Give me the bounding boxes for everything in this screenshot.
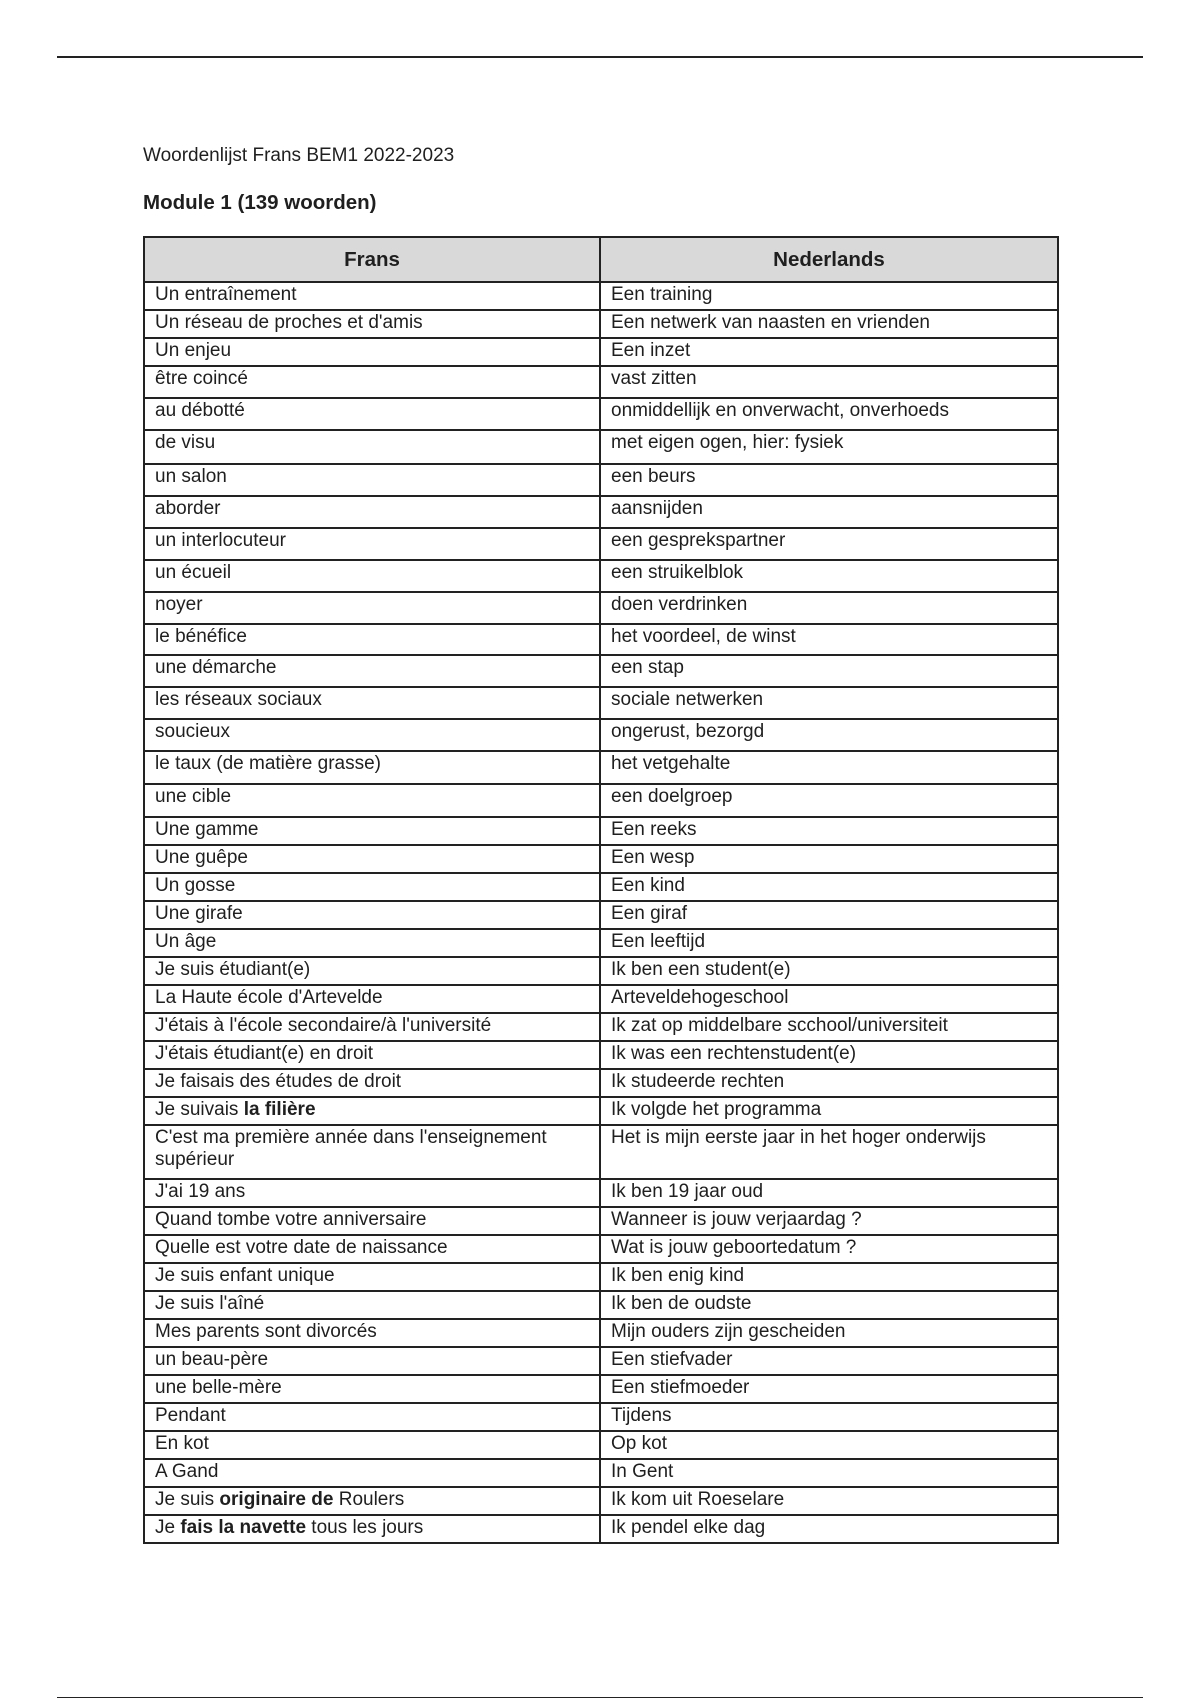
table-row — [144, 1459, 1058, 1487]
french-term — [144, 719, 600, 751]
table-row — [144, 1487, 1058, 1515]
table-row — [144, 1097, 1058, 1125]
french-term — [144, 1515, 600, 1543]
french-term — [144, 655, 600, 687]
table-row — [144, 901, 1058, 929]
french-term — [144, 1291, 600, 1319]
french-term-part: tous les jours — [306, 1517, 424, 1538]
table-row — [144, 1263, 1058, 1291]
french-term-part: Mes parents sont divorcés — [155, 1321, 377, 1342]
dutch-translation: onmiddellijk en onverwacht, onverhoeds — [600, 398, 1058, 430]
dutch-translation: Een netwerk van naasten en vrienden — [600, 310, 1058, 338]
french-term — [144, 310, 600, 338]
dutch-translation: In Gent — [600, 1459, 1058, 1487]
dutch-translation: Een training — [600, 282, 1058, 310]
french-term-part: être coincé — [155, 368, 248, 389]
dutch-translation: Op kot — [600, 1431, 1058, 1459]
dutch-translation: een beurs — [600, 464, 1058, 496]
french-term — [144, 338, 600, 366]
french-term — [144, 1263, 600, 1291]
table-row — [144, 560, 1058, 592]
french-term-part: Un entraînement — [155, 284, 297, 305]
french-term — [144, 1069, 600, 1097]
dutch-translation: Ik ben enig kind — [600, 1263, 1058, 1291]
table-row — [144, 528, 1058, 560]
french-term — [144, 366, 600, 398]
french-term-part: Je suis l'aîné — [155, 1293, 265, 1314]
dutch-translation: met eigen ogen, hier: fysiek — [600, 430, 1058, 464]
table-row — [144, 655, 1058, 687]
french-term-part: Je suis enfant unique — [155, 1265, 335, 1286]
french-term — [144, 592, 600, 624]
french-term — [144, 751, 600, 784]
french-term — [144, 1097, 600, 1125]
table-row — [144, 1291, 1058, 1319]
french-term-part: Un gosse — [155, 875, 236, 896]
french-term-part: Quelle est votre date de naissance — [155, 1237, 448, 1258]
table-row — [144, 1515, 1058, 1543]
french-term-part: La Haute école d'Artevelde — [155, 987, 383, 1008]
dutch-translation: een stap — [600, 655, 1058, 687]
table-row — [144, 1013, 1058, 1041]
french-term-part: un interlocuteur — [155, 530, 286, 551]
french-term-part: un salon — [155, 466, 227, 487]
dutch-translation: Een wesp — [600, 845, 1058, 873]
table-row — [144, 929, 1058, 957]
french-term-part: Je suivais — [155, 1099, 244, 1120]
dutch-translation: Ik pendel elke dag — [600, 1515, 1058, 1543]
french-term — [144, 560, 600, 592]
table-row — [144, 985, 1058, 1013]
table-row — [144, 687, 1058, 719]
french-term-part: Une gamme — [155, 819, 259, 840]
dutch-translation: Ik volgde het programma — [600, 1097, 1058, 1125]
table-header-row — [144, 237, 1058, 282]
french-term-part: Un réseau de proches et d'amis — [155, 312, 423, 333]
table-row — [144, 957, 1058, 985]
dutch-translation: het vetgehalte — [600, 751, 1058, 784]
dutch-translation: Wanneer is jouw verjaardag ? — [600, 1207, 1058, 1235]
french-term-part: un beau-père — [155, 1349, 269, 1370]
french-term — [144, 1319, 600, 1347]
french-term-part: aborder — [155, 498, 221, 519]
french-term-part: Je suis étudiant(e) — [155, 959, 311, 980]
dutch-translation: een gesprekspartner — [600, 528, 1058, 560]
french-term — [144, 282, 600, 310]
dutch-translation: een struikelblok — [600, 560, 1058, 592]
french-term — [144, 817, 600, 845]
table-row — [144, 719, 1058, 751]
french-term — [144, 687, 600, 719]
top-rule — [57, 56, 1143, 58]
french-term — [144, 496, 600, 528]
french-term-part: J'étais à l'école secondaire/à l'université — [155, 1015, 492, 1036]
dutch-translation: Arteveldehogeschool — [600, 985, 1058, 1013]
dutch-translation: aansnijden — [600, 496, 1058, 528]
header-frans: Frans — [144, 237, 600, 282]
table-body — [144, 282, 1058, 1543]
table-row — [144, 1207, 1058, 1235]
dutch-translation: Een kind — [600, 873, 1058, 901]
french-term — [144, 901, 600, 929]
dutch-translation: Ik ben 19 jaar oud — [600, 1179, 1058, 1207]
bottom-rule — [57, 1697, 1143, 1698]
dutch-translation: Ik zat op middelbare scchool/universiteit — [600, 1013, 1058, 1041]
french-term — [144, 1431, 600, 1459]
french-term — [144, 430, 600, 464]
table-row — [144, 464, 1058, 496]
vocabulary-table — [143, 236, 1059, 1544]
module-title: Module 1 (139 woorden) — [143, 191, 377, 214]
dutch-translation: Een leeftijd — [600, 929, 1058, 957]
table-row — [144, 1041, 1058, 1069]
table-row — [144, 624, 1058, 655]
french-term-part: A Gand — [155, 1461, 219, 1482]
french-term-part: Un âge — [155, 931, 217, 952]
french-term-part: Je suis — [155, 1489, 220, 1510]
french-term-part: J'ai 19 ans — [155, 1181, 246, 1202]
table-row — [144, 1179, 1058, 1207]
french-term — [144, 1179, 600, 1207]
dutch-translation: doen verdrinken — [600, 592, 1058, 624]
dutch-translation: Het is mijn eerste jaar in het hoger onderwijs — [600, 1125, 1058, 1179]
french-term-part: une démarche — [155, 657, 277, 678]
table-row — [144, 1125, 1058, 1179]
table-row — [144, 1375, 1058, 1403]
french-term-part: les réseaux sociaux — [155, 689, 322, 710]
dutch-translation: Een stiefvader — [600, 1347, 1058, 1375]
dutch-translation: Ik was een rechtenstudent(e) — [600, 1041, 1058, 1069]
table-row — [144, 338, 1058, 366]
french-term — [144, 1125, 600, 1179]
french-term-part: Je faisais des études de droit — [155, 1071, 402, 1092]
table-row — [144, 1347, 1058, 1375]
french-term — [144, 1347, 600, 1375]
table-row — [144, 1403, 1058, 1431]
french-term-part: Une girafe — [155, 903, 243, 924]
french-term-part: Je — [155, 1517, 181, 1538]
french-term — [144, 398, 600, 430]
french-term-part: une belle-mère — [155, 1377, 282, 1398]
french-term — [144, 1235, 600, 1263]
dutch-translation: Mijn ouders zijn gescheiden — [600, 1319, 1058, 1347]
dutch-translation: vast zitten — [600, 366, 1058, 398]
french-term-bold-part: fais la navette — [180, 1517, 307, 1538]
french-term-part: Roulers — [333, 1489, 405, 1510]
french-term-bold-part: originaire de — [219, 1489, 334, 1510]
french-term-part: noyer — [155, 594, 203, 615]
french-term-part: au débotté — [155, 400, 245, 421]
french-term — [144, 624, 600, 655]
table-row — [144, 873, 1058, 901]
dutch-translation: Ik ben de oudste — [600, 1291, 1058, 1319]
french-term — [144, 845, 600, 873]
french-term — [144, 957, 600, 985]
french-term-part: un écueil — [155, 562, 232, 583]
french-term-part: En kot — [155, 1433, 209, 1454]
table-row — [144, 1235, 1058, 1263]
table-row — [144, 1431, 1058, 1459]
dutch-translation: sociale netwerken — [600, 687, 1058, 719]
french-term — [144, 528, 600, 560]
table-row — [144, 784, 1058, 817]
dutch-translation: Ik ben een student(e) — [600, 957, 1058, 985]
document-title: Woordenlijst Frans BEM1 2022-2023 — [143, 145, 455, 166]
french-term — [144, 784, 600, 817]
french-term — [144, 985, 600, 1013]
table-row — [144, 751, 1058, 784]
table-row — [144, 817, 1058, 845]
french-term — [144, 873, 600, 901]
table-row — [144, 592, 1058, 624]
french-term — [144, 1207, 600, 1235]
french-term-part: de visu — [155, 432, 216, 453]
dutch-translation: een doelgroep — [600, 784, 1058, 817]
dutch-translation: Een reeks — [600, 817, 1058, 845]
french-term — [144, 929, 600, 957]
table-row — [144, 398, 1058, 430]
table-row — [144, 310, 1058, 338]
french-term-part: Une guêpe — [155, 847, 248, 868]
french-term-part: une cible — [155, 786, 232, 807]
french-term — [144, 1459, 600, 1487]
dutch-translation: Een stiefmoeder — [600, 1375, 1058, 1403]
french-term — [144, 1487, 600, 1515]
french-term-part: C'est ma première année dans l'enseignement supérieur — [155, 1127, 547, 1170]
french-term — [144, 464, 600, 496]
table-row — [144, 366, 1058, 398]
table-row — [144, 282, 1058, 310]
dutch-translation: Een giraf — [600, 901, 1058, 929]
french-term — [144, 1041, 600, 1069]
dutch-translation: ongerust, bezorgd — [600, 719, 1058, 751]
dutch-translation: het voordeel, de winst — [600, 624, 1058, 655]
french-term — [144, 1375, 600, 1403]
header-nederlands: Nederlands — [600, 237, 1058, 282]
dutch-translation: Wat is jouw geboortedatum ? — [600, 1235, 1058, 1263]
dutch-translation: Ik kom uit Roeselare — [600, 1487, 1058, 1515]
dutch-translation: Een inzet — [600, 338, 1058, 366]
french-term-part: J'étais étudiant(e) en droit — [155, 1043, 374, 1064]
french-term-part: Quand tombe votre anniversaire — [155, 1209, 427, 1230]
french-term-part: le bénéfice — [155, 626, 247, 647]
table-row — [144, 1319, 1058, 1347]
french-term-part: Un enjeu — [155, 340, 232, 361]
french-term-part: Pendant — [155, 1405, 226, 1426]
french-term-part: soucieux — [155, 721, 230, 742]
table-row — [144, 430, 1058, 464]
dutch-translation: Ik studeerde rechten — [600, 1069, 1058, 1097]
table-row — [144, 496, 1058, 528]
french-term — [144, 1013, 600, 1041]
french-term — [144, 1403, 600, 1431]
dutch-translation: Tijdens — [600, 1403, 1058, 1431]
french-term-part: le taux (de matière grasse) — [155, 753, 381, 774]
table-row — [144, 1069, 1058, 1097]
table-row — [144, 845, 1058, 873]
french-term-bold-part: la filière — [243, 1099, 316, 1120]
